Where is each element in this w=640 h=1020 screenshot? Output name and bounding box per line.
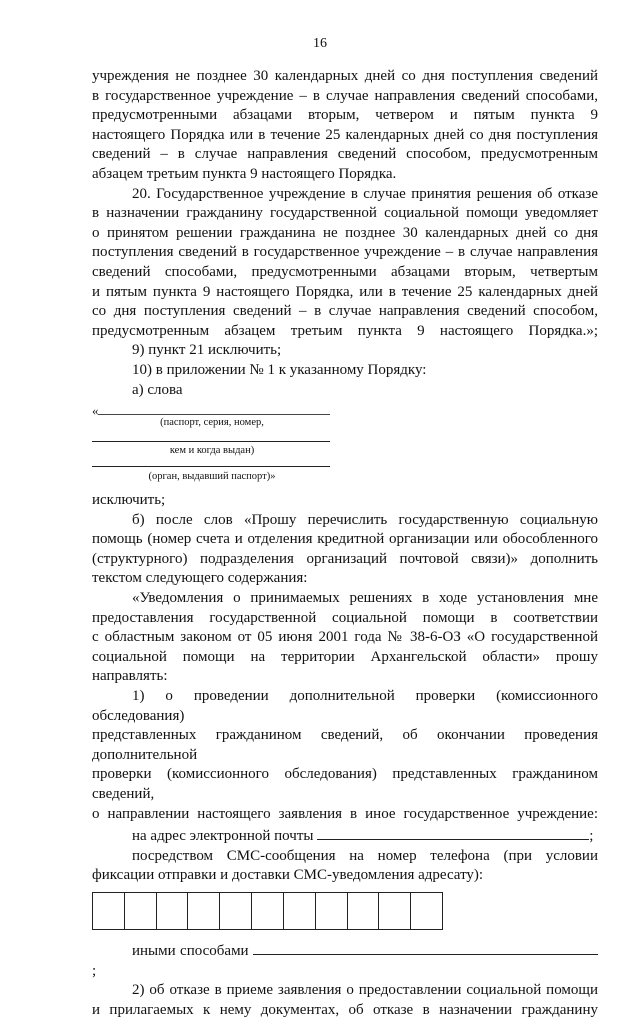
text-line: с областным законом от 05 июня 2001 года № 38-6-ОЗ «О государственной — [92, 629, 598, 646]
text-line: поступления сведений в государственное учреждение – в случае направления — [92, 244, 598, 261]
text-line: о принятом решении гражданина не позднее 30 календарных дней со дня — [92, 224, 598, 241]
phone-digit-cell[interactable] — [348, 893, 380, 929]
other-label: иными способами — [132, 942, 249, 959]
other-methods-blank[interactable] — [253, 940, 598, 955]
other-end: ; — [92, 962, 97, 979]
text-line: социальной помощи на территории Архангельской области» прошу направлять: — [92, 648, 598, 685]
passport-form — [92, 403, 598, 489]
text-line: предусмотренными абзацами вторым, четвером и пятым пункта 9 — [92, 107, 598, 124]
text-line: 2) об отказе в приеме заявления о предоставлении социальной помощи — [132, 982, 598, 999]
item-9: 9) пункт 21 исключить; — [132, 342, 282, 359]
paragraph-20 — [92, 185, 598, 342]
passport-caption-2: кем и когда выдан) — [169, 445, 255, 457]
text-line: 1) о проведении дополнительной проверки (комиссионного обследования) — [92, 688, 598, 724]
paragraph-1 — [92, 687, 598, 824]
passport-line-3 — [92, 466, 330, 467]
text-line: представленных гражданином сведений, об окончании проведения дополнительной — [92, 727, 598, 763]
text-line: в назначении гражданину государственной социальной помощи уведомляет — [92, 205, 598, 222]
text-line: предусмотренным абзацем третьим пункта 9 настоящего Порядка.»; — [92, 322, 598, 339]
paragraph-2 — [92, 981, 598, 1020]
phone-digit-cell[interactable] — [220, 893, 252, 929]
passport-line-1 — [98, 414, 330, 415]
email-label: на адрес электронной почты — [132, 828, 314, 845]
phone-digit-cell[interactable] — [411, 893, 443, 929]
text-line: учреждения не позднее 30 календарных дней со дня поступления сведений — [92, 68, 598, 84]
phone-digit-cell[interactable] — [379, 893, 411, 929]
text-line: фиксации отправки и доставки СМС-уведомления адресату): — [92, 867, 484, 884]
email-end: ; — [589, 828, 594, 845]
text-line: со дня поступления сведений – в случае направления сведений способом, — [92, 303, 598, 320]
other-line — [92, 940, 598, 981]
text-line: помощь (номер счета и отделения кредитной организации или обособленного — [92, 531, 598, 548]
email-input-blank[interactable] — [317, 825, 589, 840]
passport-line-2 — [92, 441, 330, 442]
paragraph-top — [92, 67, 598, 185]
passport-caption-1: (паспорт, серия, номер, — [160, 417, 264, 429]
text-line: абзацем третьим пункта 9 настоящего Порядка. — [92, 165, 397, 182]
text-line: 20. Государственное учреждение в случае принятия решения об отказе — [132, 185, 598, 202]
open-quote: « — [92, 403, 99, 419]
phone-digit-cell[interactable] — [252, 893, 284, 929]
item-a: а) слова — [132, 381, 183, 398]
text-line: посредством СМС-сообщения на номер телефона (при условии — [132, 847, 598, 864]
text-line: и прилагаемых к нему документах, об отказе в назначении гражданину — [92, 1001, 598, 1018]
email-line — [92, 825, 598, 847]
sms-paragraph — [92, 847, 598, 886]
text-line: сведений – в случае направления сведений способом, предусмотренным — [92, 146, 598, 163]
text-line: проверки (комиссионного обследования) представленных гражданином сведений, — [92, 766, 598, 802]
paragraph-b — [92, 511, 598, 589]
text-line: сведений способами, предусмотренными абзацами вторым, четвертым — [92, 263, 598, 280]
phone-digit-cell[interactable] — [93, 893, 125, 929]
item-10: 10) в приложении № 1 к указанному Порядку: — [132, 361, 427, 378]
phone-digit-cell[interactable] — [316, 893, 348, 929]
phone-digit-cell[interactable] — [188, 893, 220, 929]
text-line: текстом следующего содержания: — [92, 570, 308, 587]
text-line: в государственное учреждение – в случае направления сведений способами, — [92, 87, 598, 104]
text-line: «Уведомления о принимаемых решениях в ходе установления мне — [132, 590, 598, 607]
phone-digit-cell[interactable] — [125, 893, 157, 929]
page-number: 16 — [313, 36, 327, 51]
text-line: (структурного) подразделения организаций почтовой связи)» дополнить — [92, 550, 598, 567]
text-line: б) после слов «Прошу перечислить государственную социальную — [132, 511, 598, 528]
document-body — [92, 67, 598, 1020]
passport-caption-3: (орган, выдавший паспорт)» — [148, 471, 276, 483]
exclude-text: исключить; — [92, 492, 166, 509]
phone-digit-cell[interactable] — [157, 893, 189, 929]
text-line: настоящего Порядка или в течение 25 календарных дней со дня поступления — [92, 126, 598, 143]
text-line: предоставления государственной социальной помощи в соответствии — [92, 609, 598, 626]
text-line: и пятым пункта 9 настоящего Порядка, или в течение 25 календарных дней — [92, 283, 598, 300]
text-line: о направлении настоящего заявления в иное государственное учреждение: — [92, 805, 598, 822]
phone-digit-cell[interactable] — [284, 893, 316, 929]
paragraph-notify — [92, 589, 598, 687]
phone-number-grid — [92, 892, 443, 930]
